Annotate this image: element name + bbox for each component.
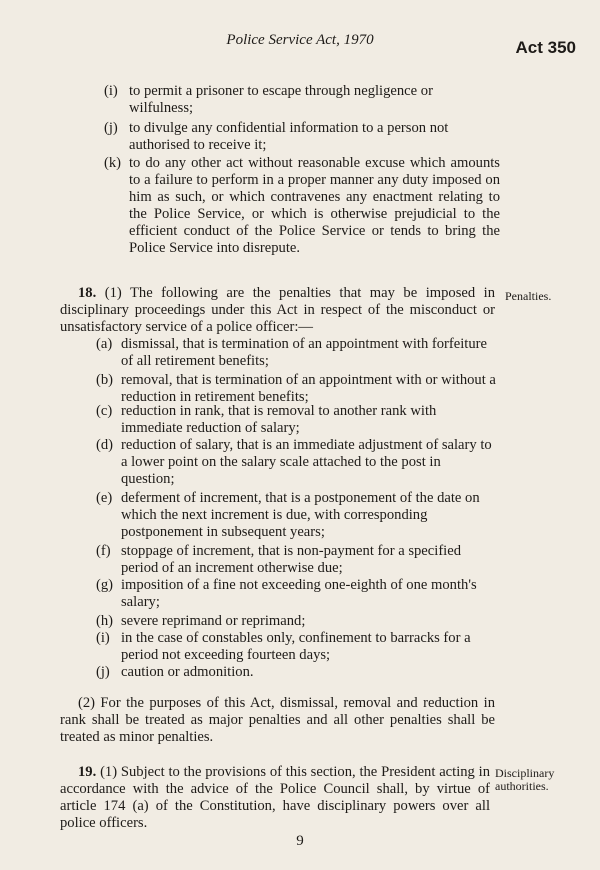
list-item <box>96 577 496 611</box>
item-label: (b) <box>96 372 114 388</box>
item-label: (e) <box>96 490 113 506</box>
list-item <box>96 437 496 488</box>
list-item <box>96 372 496 406</box>
section-number: 18. <box>78 285 97 301</box>
item-label: (f) <box>96 543 111 559</box>
item-text: to divulge any confidential information to a person not authorised to receive it; <box>129 120 449 153</box>
item-label: (i) <box>96 630 110 646</box>
list-item <box>96 403 496 437</box>
item-text: deferment of increment, that is a postponement of the date on which the next increment is due, with corresponding postponement in subsequent years; <box>121 490 480 540</box>
item-text: stoppage of increment, that is non-payment for a specified period of an increment otherwise due; <box>121 543 462 576</box>
section-18-intro <box>60 285 495 336</box>
item-label: (h) <box>96 613 114 629</box>
item-text: reduction of salary, that is an immediate adjustment of salary to a lower point on the salary scale attached to the post in question; <box>121 437 492 487</box>
running-title: Police Service Act, 1970 <box>226 32 374 48</box>
item-label: (j) <box>96 664 110 680</box>
item-text: imposition of a fine not exceeding one-eighth of one month's salary; <box>121 577 477 610</box>
item-text: severe reprimand or reprimand; <box>121 613 306 629</box>
list-item <box>96 490 496 541</box>
list-item <box>104 120 500 154</box>
section-text: (1) The following are the penalties that may be imposed in disciplinary proceedings under this Act in respect of the misconduct or unsatisfactory service of a police officer:— <box>60 285 495 335</box>
section-18-subsection-2: (2) For the purposes of this Act, dismissal, removal and reduction in rank shall be treated as major penalties and all other penalties shall be treated as minor penalties. <box>60 695 495 745</box>
item-label: (k) <box>104 155 122 171</box>
list-item <box>96 336 496 370</box>
item-label: (j) <box>104 120 118 136</box>
item-label: (a) <box>96 336 113 352</box>
list-item <box>104 83 500 117</box>
list-item <box>96 613 496 630</box>
section-19-text <box>60 764 490 832</box>
item-text: removal, that is termination of an appointment with or without a reduction in retirement benefits; <box>121 372 496 405</box>
list-item <box>96 664 496 681</box>
item-text: reduction in rank, that is removal to another rank with immediate reduction of salary; <box>121 403 437 436</box>
section-text: (1) Subject to the provisions of this section, the President acting in accordance with the advice of the Police Council shall, by virtue of article 174 (a) of the Constitution, have disciplinary powers over all police officers. <box>60 764 491 831</box>
item-text: in the case of constables only, confinement to barracks for a period not exceeding fourteen days; <box>121 630 471 663</box>
list-item <box>96 630 496 664</box>
margin-note-penalties: Penalties. <box>505 289 552 303</box>
item-text: caution or admonition. <box>121 664 254 680</box>
item-text: dismissal, that is termination of an appointment with forfeiture of all retirement benefits; <box>121 336 487 369</box>
item-label: (c) <box>96 403 113 419</box>
item-text: to permit a prisoner to escape through negligence or wilfulness; <box>129 83 433 116</box>
list-item <box>96 543 496 577</box>
item-label: (i) <box>104 83 118 99</box>
item-label: (g) <box>96 577 114 593</box>
act-number-label: Act 350 <box>515 38 576 57</box>
item-label: (d) <box>96 437 114 453</box>
section-number: 19. <box>78 764 97 780</box>
page-number: 9 <box>296 833 304 849</box>
list-item <box>104 155 500 257</box>
margin-note-disciplinary-authorities: Disciplinary authorities. <box>495 766 555 793</box>
item-text: to do any other act without reasonable excuse which amounts to a failure to perform in a proper manner any duty imposed on him as such, or which contravenes any enactment relating to the Police Service, or which is otherwise prejudicial to the efficient conduct of the Police Service or tends to bring the Police Service into disrepute. <box>129 155 500 256</box>
